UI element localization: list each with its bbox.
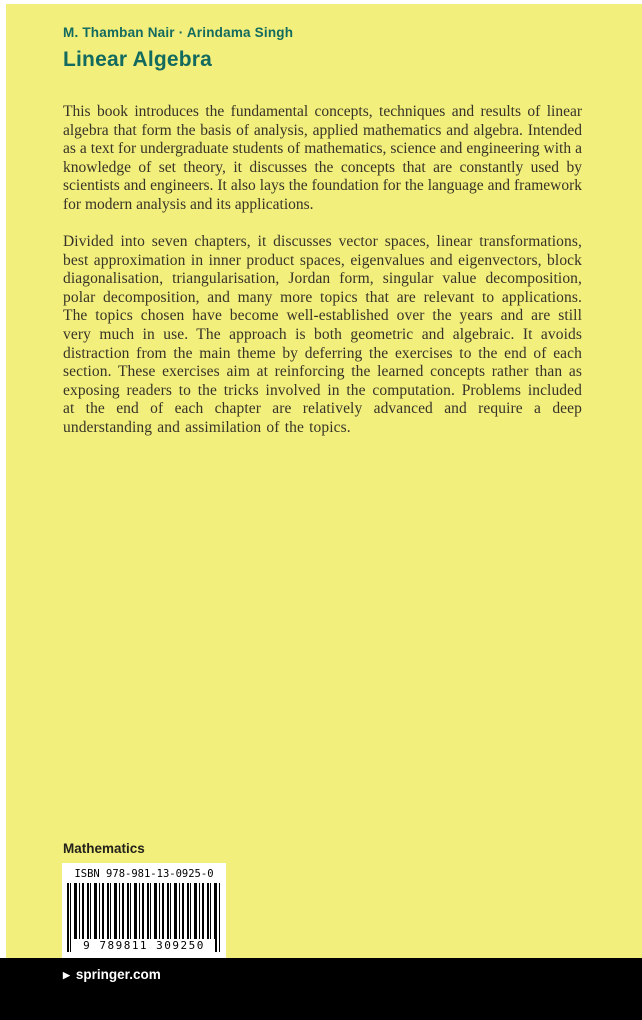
category-label: Mathematics	[63, 841, 145, 856]
isbn-digits: 9 789811 309250	[73, 939, 215, 952]
isbn-label: ISBN 978-981-13-0925-0	[74, 868, 214, 880]
authors-line: M. Thamban Nair · Arindama Singh	[63, 25, 294, 40]
publisher-url: springer.com	[75, 967, 161, 982]
springer-arrow-icon: ▶	[63, 970, 70, 980]
footer-bar	[0, 958, 642, 1020]
ean-barcode	[67, 883, 221, 952]
description-paragraph-1: This book introduces the fundamental concepts, techniques and results of linear algebra that form the basis of analysis, applied mathematics and algebra. Intended as a text for undergraduate students of mathematics, science and engineering with a knowledge of set theory, it discusses the concepts that are constantly used by scientists and engineers. It also lays the foundation for the language and framework for modern analysis and its applications.	[63, 103, 582, 213]
description-paragraph-2: Divided into seven chapters, it discusses vector spaces, linear transformations, best approximation in inner product spaces, eigenvalues and eigenvectors, block diagonalisation, triangularisation, Jordan form, singular value decomposition, polar decomposition, and many more topics that are relevant to applications. The topics chosen have become well-established over the years and are still very much in use. The approach is both geometric and algebraic. It avoids distraction from the main theme by deferring the exercises to the end of each section. These exercises aim at reinforcing the learned concepts rather than as exposing readers to the tricks involved in the computation. Problems included at the end of each chapter are relatively advanced and require a deep understanding and assimilation of the topics.	[63, 233, 582, 436]
barcode-panel	[62, 863, 226, 961]
book-title: Linear Algebra	[63, 48, 213, 71]
cover-background	[6, 4, 642, 1020]
